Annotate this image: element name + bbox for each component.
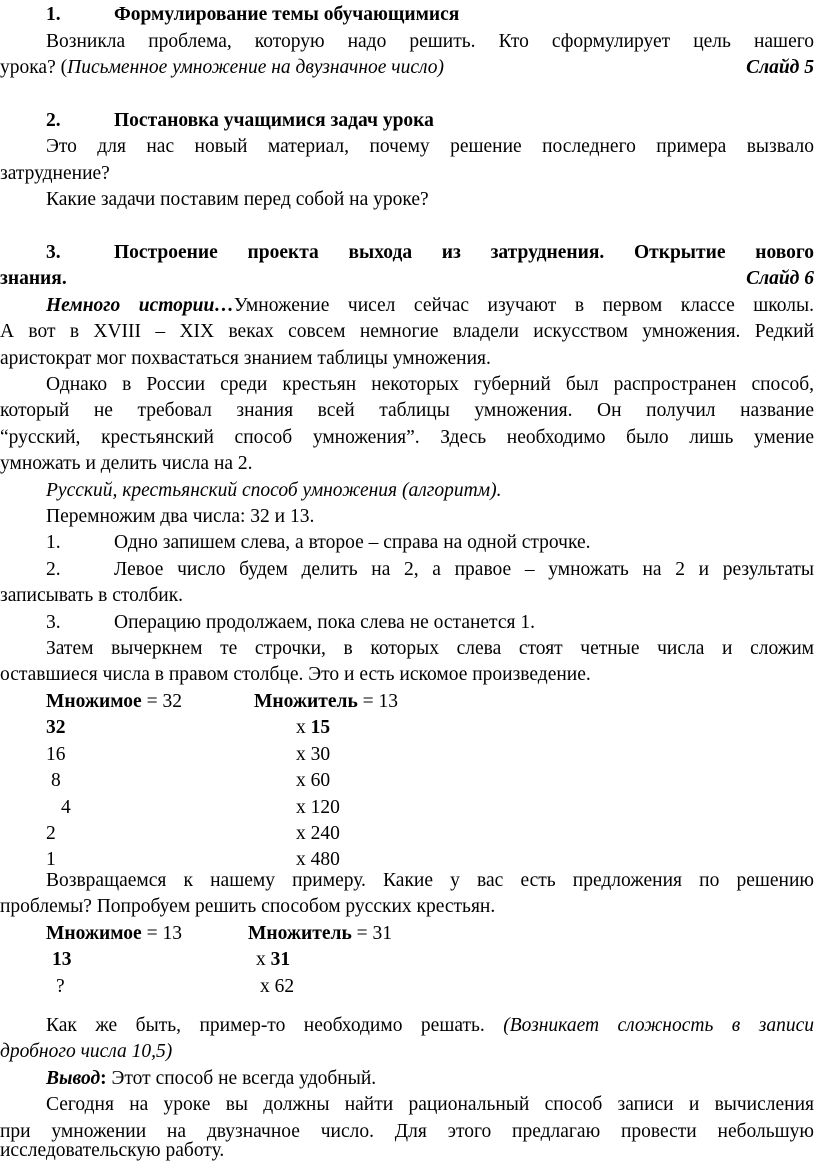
table-cell-right: х 120 <box>296 796 340 818</box>
step-2 <box>0 557 814 583</box>
step-2-text: Левое число будем делить на 2, а правое – умножать на 2 и результаты <box>114 559 814 580</box>
table-cell-left: 16 <box>46 743 66 765</box>
section-2-para-1-line-1: Это для нас новый материал, почему решение последнего примера вызвало <box>46 136 814 157</box>
multiplier-value: = 31 <box>351 923 393 944</box>
multiplier-value: = 13 <box>357 691 399 712</box>
history-text: Умножение чисел сейчас изучают в первом классе школы. <box>233 295 814 316</box>
multiplicand-value: = 13 <box>141 923 182 944</box>
section-2-heading <box>0 108 814 134</box>
how-note: (Возникает сложность в записи <box>503 1015 814 1036</box>
today-line-2: при умножении на двузначное число. Для этого предлагаю провести небольшую <box>0 1121 814 1142</box>
step-3 <box>0 610 814 636</box>
table-cell-right: 15 <box>310 717 331 739</box>
history-line-3: аристократ мог похвастаться знанием таблицы умножения. <box>0 348 491 369</box>
conclusion-text: Этот способ не всегда удобный. <box>106 1068 377 1089</box>
section-1-title: Формулирование темы обучающимися <box>114 4 460 25</box>
section-1-number: 1. <box>46 4 61 25</box>
section-3-number: 3. <box>46 242 61 263</box>
section-1-heading <box>0 2 814 28</box>
history-label: Немного истории… <box>46 295 234 316</box>
step-2-line-2: записывать в столбик. <box>0 585 184 606</box>
multiplicand-value: = 32 <box>141 691 182 712</box>
section-1-text-line-2 <box>0 55 814 81</box>
table-cell-right: х 62 <box>260 975 295 997</box>
section-2-para-2: Какие задачи поставим перед собой на уроке? <box>46 189 429 210</box>
section-2-para-1-line-2: затруднение? <box>0 163 110 184</box>
table-cell-right: х 480 <box>296 849 340 871</box>
conclusion <box>0 1066 814 1092</box>
russia-line-4: умножать и делить числа на 2. <box>0 453 253 474</box>
slide-5-label: Слайд 5 <box>746 57 814 78</box>
table-cell-left: 1 <box>46 849 56 871</box>
section-3-title-end: знания. <box>0 268 67 289</box>
table-cell-right: х 30 <box>296 743 331 765</box>
history-line-1 <box>0 293 814 319</box>
step-1 <box>0 530 814 556</box>
today-line-1: Сегодня на уроке вы должны найти рациональный способ записи и вычисления <box>46 1094 814 1115</box>
russia-line-2: который не требовал знания всей таблицы умножения. Он получил название <box>0 400 814 421</box>
multiplier-label: Множитель <box>254 691 358 712</box>
times-sign: х <box>296 717 311 739</box>
history-line-2: А вот в XVIII – XIX веках совсем немногие владели искусством умножения. Редкий <box>0 321 814 342</box>
multiplicand-label: Множимое <box>46 691 142 712</box>
conclusion-label: Вывод <box>46 1068 101 1089</box>
multiply-intro: Перемножим два числа: 32 и 13. <box>46 506 315 527</box>
table-cell-right: х 240 <box>296 822 340 844</box>
today-line-3: исследовательскую работу. <box>0 1140 225 1161</box>
section-3-heading-line-1 <box>0 240 814 266</box>
section-3-heading-line-2 <box>0 266 814 292</box>
russia-line-3: “русский, крестьянский способ умножения”. Здесь необходимо было лишь умение <box>0 427 814 448</box>
russia-line-1: Однако в России среди крестьян некоторых губерний был распространен способ, <box>46 374 814 395</box>
return-line-2: проблемы? Попробуем решить способом русских крестьян. <box>0 896 496 917</box>
times-sign: х <box>256 949 271 971</box>
table-cell-left: 2 <box>46 822 56 844</box>
table-cell-left: 13 <box>52 949 72 971</box>
lesson-topic: Письменное умножение на двузначное число) <box>67 57 444 78</box>
multiplier-label: Множитель <box>248 923 352 944</box>
step-2-number: 2. <box>46 559 61 580</box>
conclusion-colon: : <box>100 1068 107 1089</box>
step-3-text: Операцию продолжаем, пока слева не останется 1. <box>114 612 535 633</box>
how-line-1 <box>0 1013 814 1039</box>
section-2-title: Постановка учащимися задач урока <box>114 110 434 131</box>
step-3-number: 3. <box>46 612 61 633</box>
cross-out-line-1: Затем вычеркнем те строчки, в которых слева стоят четные числа и сложим <box>46 638 814 659</box>
table-cell-left: 8 <box>51 770 61 792</box>
how-line-2: дробного числа 10,5) <box>0 1041 173 1062</box>
method-title: Русский, крестьянский способ умножения (алгоритм). <box>46 480 502 501</box>
cross-out-line-2: оставшиеся числа в правом столбце. Это и есть искомое произведение. <box>0 664 591 685</box>
table-cell-right: 31 <box>270 949 291 971</box>
table-cell-right: х 60 <box>296 770 331 792</box>
step-1-number: 1. <box>46 532 61 553</box>
section-1-question: урока? ( <box>0 57 68 78</box>
how-text: Как же быть, пример-то необходимо решать. <box>46 1015 504 1036</box>
section-3-title: Построение проекта выхода из затруднения. Открытие нового <box>114 242 814 263</box>
step-1-text: Одно запишем слева, а второе – справа на одной строчке. <box>114 532 591 553</box>
section-1-text-line-1: Возникла проблема, которую надо решить. Кто сформулирует цель нашего <box>46 31 814 52</box>
slide-6-label: Слайд 6 <box>746 268 814 289</box>
table-cell-left: 32 <box>46 717 66 739</box>
table-cell-left: 4 <box>61 796 71 818</box>
multiplicand-label: Множимое <box>46 923 142 944</box>
section-2-number: 2. <box>46 110 61 131</box>
table-cell-left: ? <box>56 975 65 997</box>
return-line-1: Возвращаемся к нашему примеру. Какие у вас есть предложения по решению <box>46 870 814 891</box>
